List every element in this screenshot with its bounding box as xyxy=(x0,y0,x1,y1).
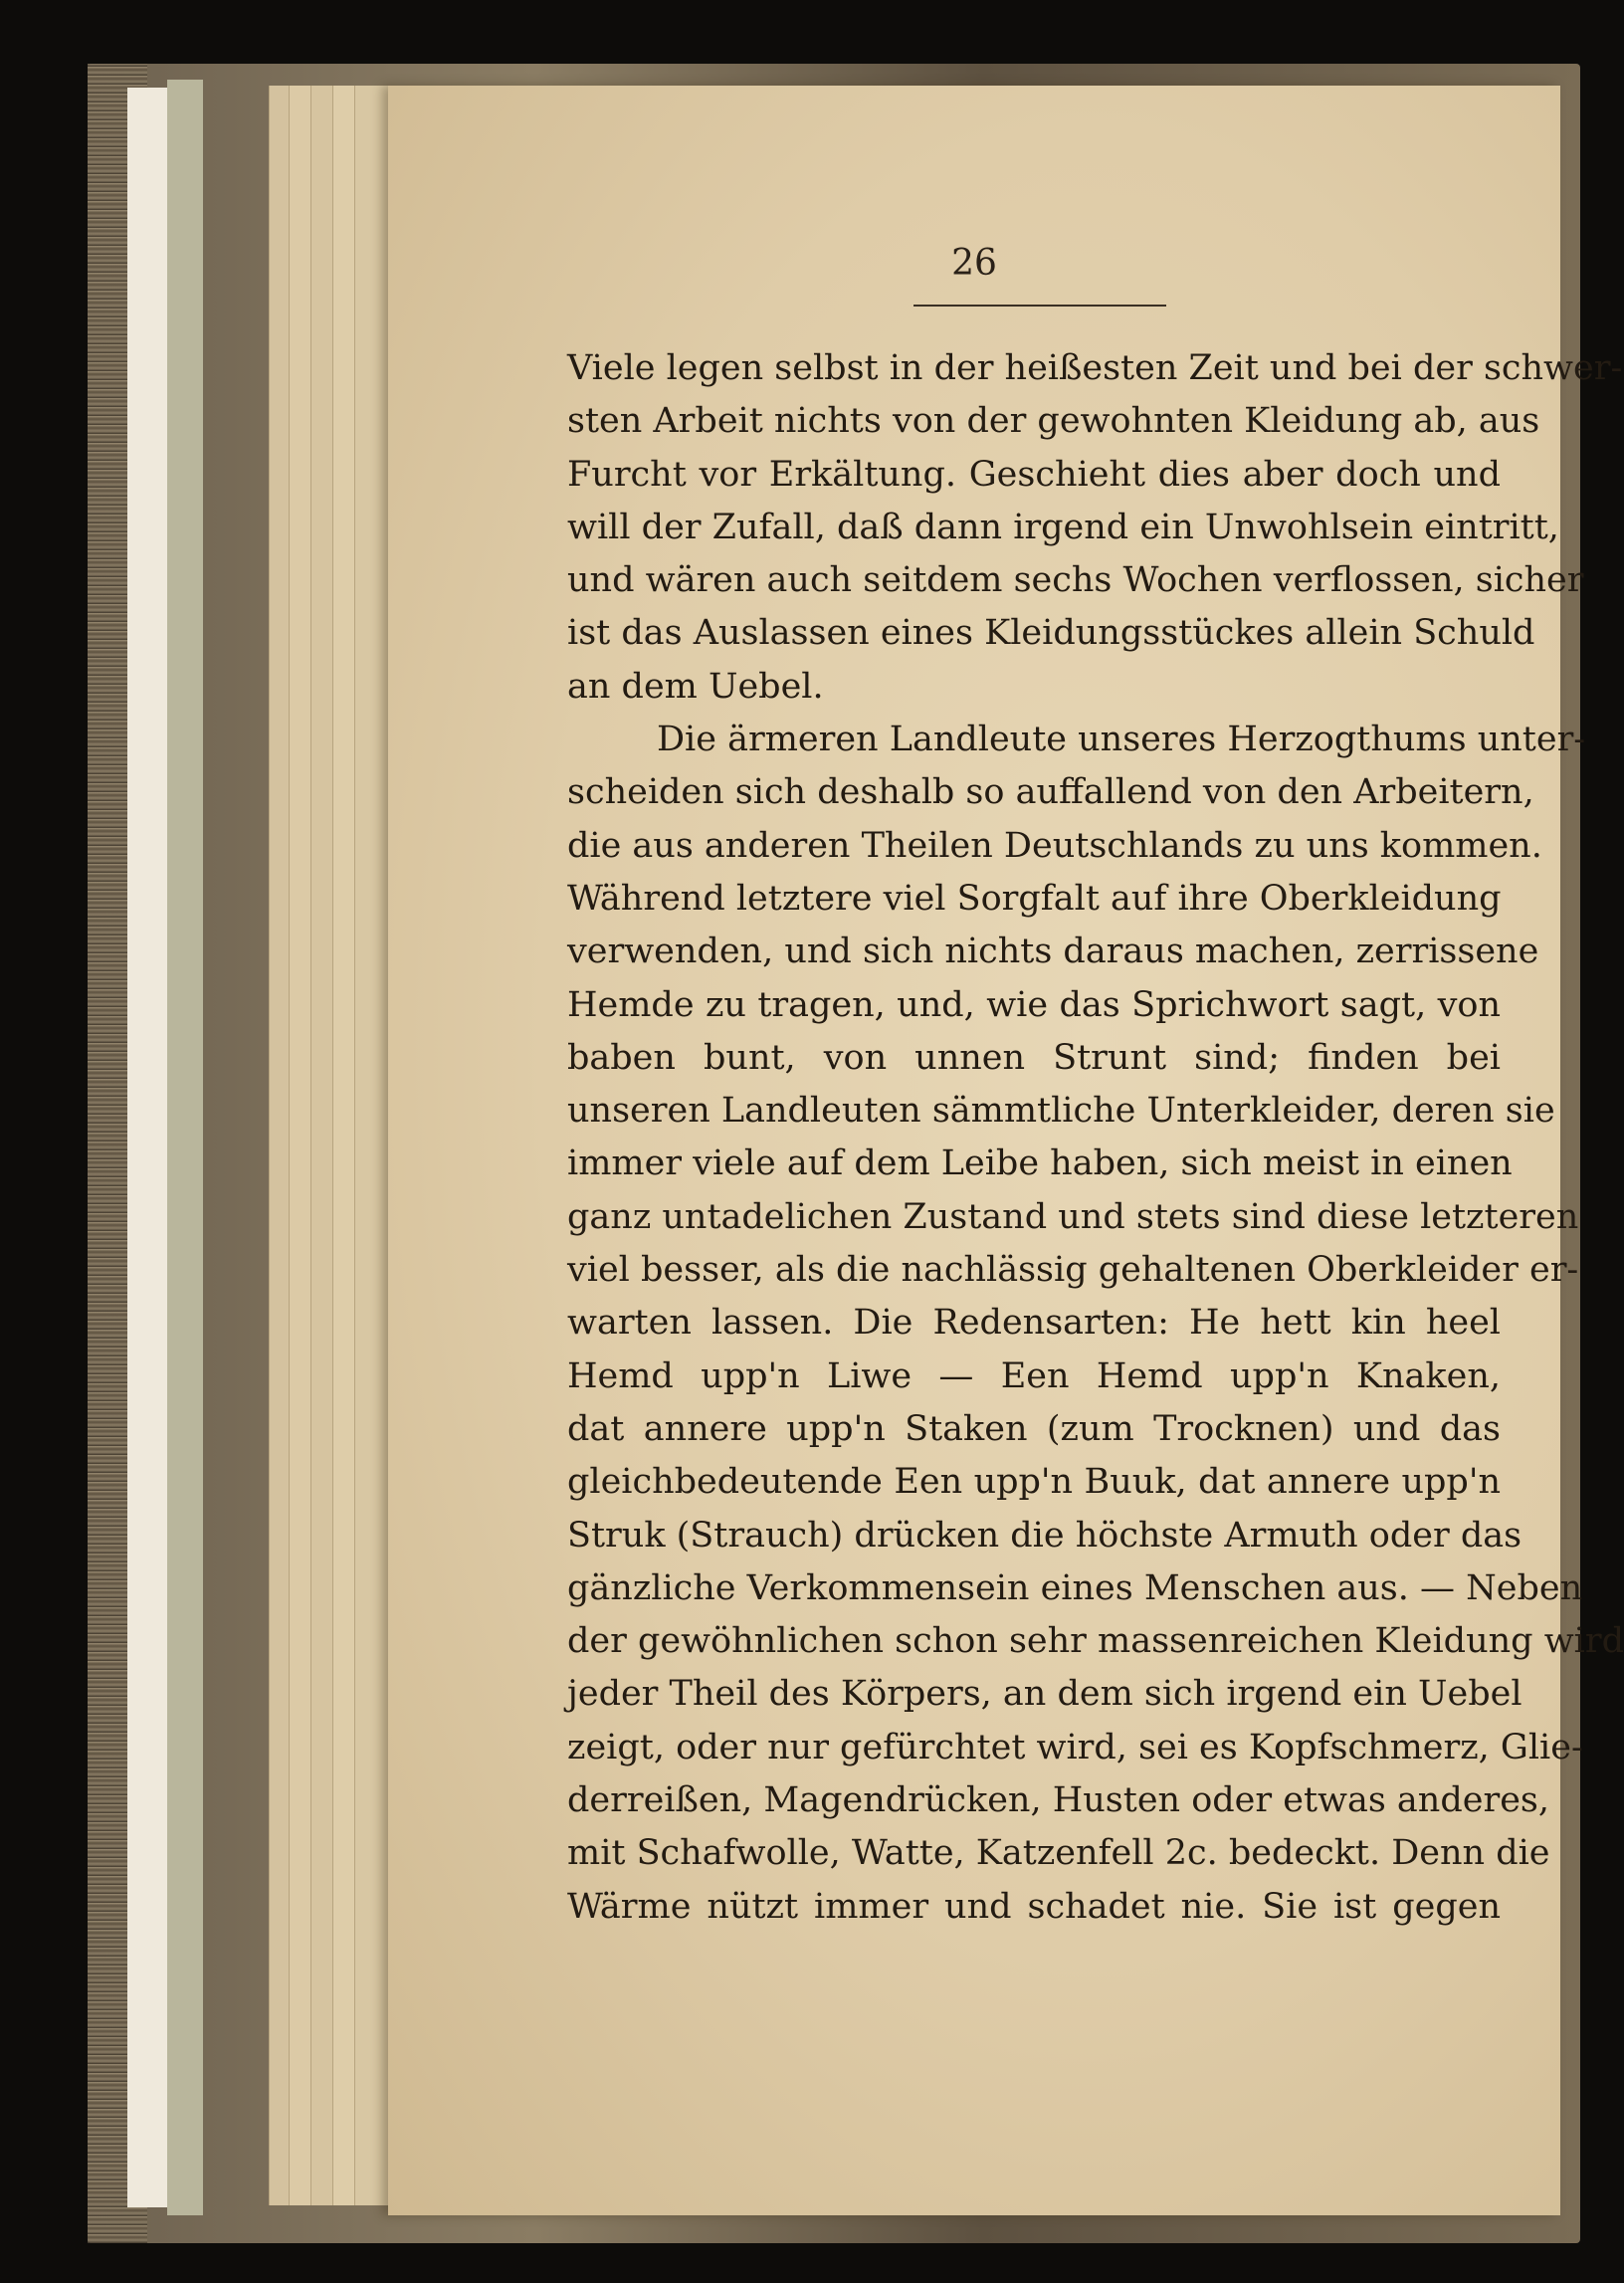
endpaper-tinted xyxy=(167,80,203,2215)
text-line: baben bunt, von unnen Strunt sind; finden bei xyxy=(567,1037,1501,1078)
text-line: Während letztere viel Sorgfalt auf ihre Oberkleidung xyxy=(567,878,1502,919)
text-line: an dem Uebel. xyxy=(567,666,824,707)
text-line: sten Arbeit nichts von der gewohnten Kleidung ab, aus xyxy=(567,401,1540,442)
book-page xyxy=(388,86,1624,2215)
header-rule xyxy=(914,305,1166,307)
text-line: warten lassen. Die Redensarten: He hett kin heel xyxy=(567,1303,1501,1344)
text-line: Viele legen selbst in der heißesten Zeit und bei der schwer- xyxy=(567,348,1623,388)
text-line: Struk (Strauch) drücken die höchste Armuth oder das xyxy=(567,1515,1522,1556)
page-number: 26 xyxy=(951,243,997,284)
text-line: viel besser, als die nachlässig gehaltenen Oberkleider er- xyxy=(567,1250,1579,1291)
text-line: die aus anderen Theilen Deutschlands zu uns kommen. xyxy=(567,825,1542,866)
text-line: dat annere upp'n Staken (zum Trocknen) und das xyxy=(567,1408,1501,1449)
page-stack-edge xyxy=(354,86,389,2205)
text-line: gänzliche Verkommensein eines Menschen aus. — Neben xyxy=(567,1567,1583,1608)
text-line: Hemd upp'n Liwe — Een Hemd upp'n Knaken, xyxy=(567,1355,1501,1396)
body-text xyxy=(567,342,1624,1934)
text-line: Hemde zu tragen, und, wie das Sprichwort sagt, von xyxy=(567,984,1501,1025)
text-line: derreißen, Magendrücken, Husten oder etwas anderes, xyxy=(567,1780,1549,1821)
text-line: unseren Landleuten sämmtliche Unterkleider, deren sie xyxy=(567,1091,1555,1132)
text-line: scheiden sich deshalb so auffallend von den Arbeitern, xyxy=(567,772,1534,813)
text-line: will der Zufall, daß dann irgend ein Unwohlsein eintritt, xyxy=(567,507,1559,547)
text-line: verwenden, und sich nichts daraus machen, zerrissene xyxy=(567,932,1539,972)
text-line: ist das Auslassen eines Kleidungsstückes allein Schuld xyxy=(567,613,1535,654)
text-line: gleichbedeutende Een upp'n Buuk, dat annere upp'n xyxy=(567,1462,1501,1503)
text-line: ganz untadelichen Zustand und stets sind diese letzteren xyxy=(567,1196,1579,1237)
text-line: und wären auch seitdem sechs Wochen verflossen, sicher xyxy=(567,560,1584,601)
text-line: jeder Theil des Körpers, an dem sich irgend ein Uebel xyxy=(567,1674,1522,1715)
text-line: immer viele auf dem Leibe haben, sich meist in einen xyxy=(567,1143,1513,1184)
text-line: Furcht vor Erkältung. Geschieht dies aber doch und xyxy=(567,454,1501,495)
text-line: Die ärmeren Landleute unseres Herzogthums unter- xyxy=(657,720,1586,760)
text-line: der gewöhnlichen schon sehr massenreichen Kleidung wird xyxy=(567,1621,1624,1662)
text-line: mit Schafwolle, Watte, Katzenfell 2c. bedeckt. Denn die xyxy=(567,1833,1550,1874)
text-line: Wärme nützt immer und schadet nie. Sie ist gegen xyxy=(567,1886,1501,1927)
text-line: zeigt, oder nur gefürchtet wird, sei es Kopfschmerz, Glie- xyxy=(567,1727,1583,1767)
endpaper xyxy=(127,88,171,2207)
